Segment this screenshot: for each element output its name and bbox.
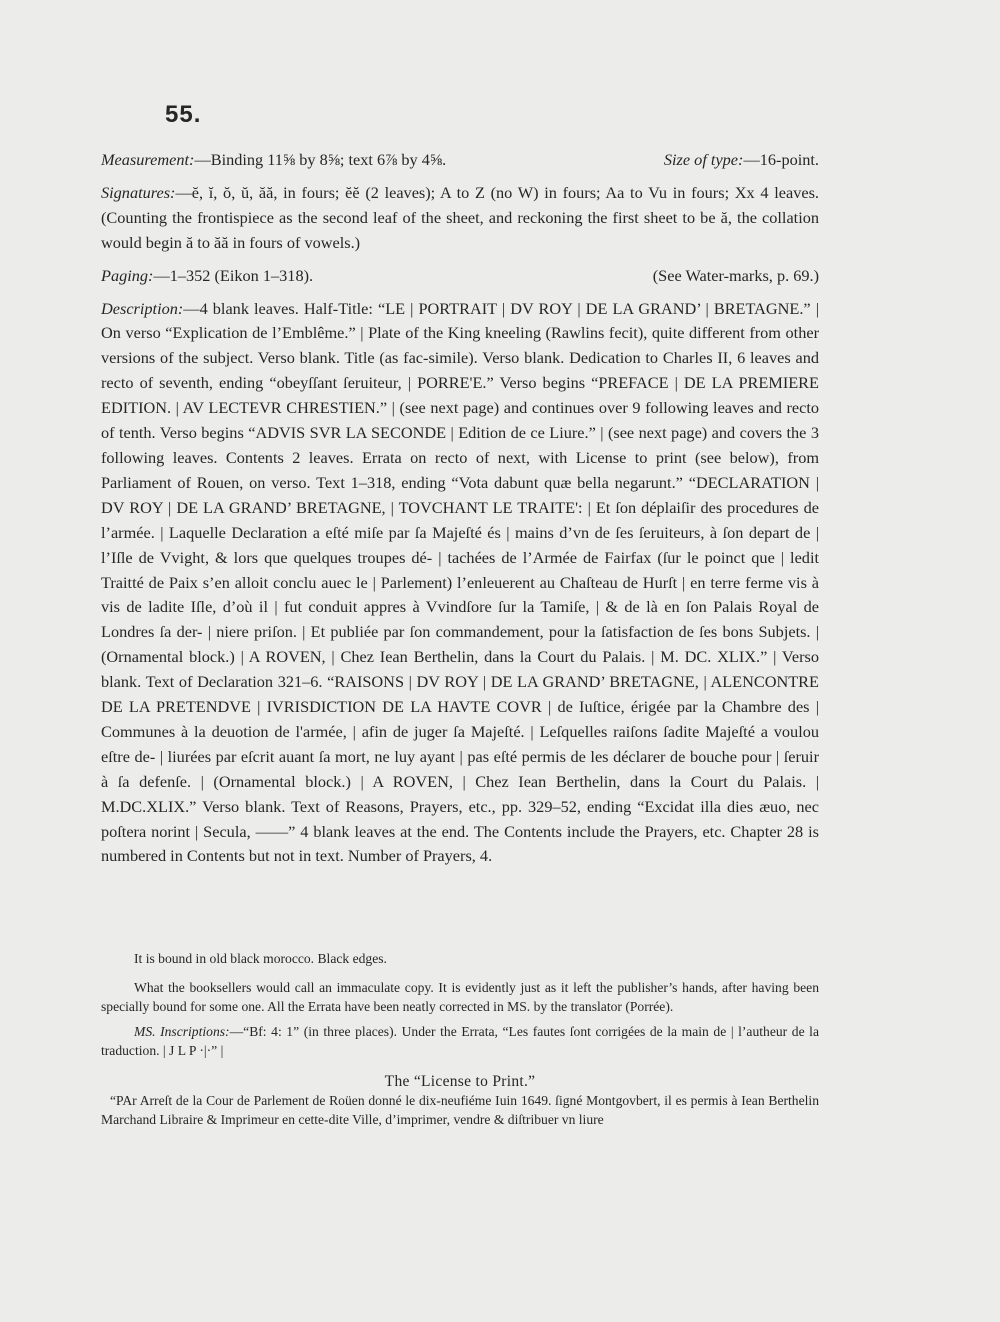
watermark-reference: (See Water-marks, p. 69.) (652, 265, 819, 285)
measurement-field (101, 148, 446, 173)
measurement-line (101, 148, 819, 173)
description-label: Description: (101, 298, 184, 318)
copy-note: What the booksellers would call an immaculate copy. It is evidently just as it left the publisher’s hands, after having been specially bound for some one. All the Errata have been neatly corrected in MS. by the translator (Porrée). (101, 980, 819, 1014)
inscriptions-text: —“Bf: 4: 1” (in three places). Under the Errata, “Les fautes ſont corrigées de la main de | l’autheur de la traduction. | J L P ·|·” | (101, 1024, 819, 1058)
measurement-text: —Binding 11⅝ by 8⅝; text 6⅞ by 4⅝. (194, 150, 447, 169)
description-paragraph (101, 297, 819, 870)
type-size-text: —16-point. (743, 150, 819, 169)
paging-line (101, 264, 819, 289)
type-size-field (664, 148, 819, 173)
collation-entry (101, 148, 819, 869)
inscriptions-note (101, 1022, 819, 1060)
inscriptions-label: MS. Inscriptions: (134, 1024, 230, 1039)
paging-text: —1–352 (Eikon 1–318). (153, 265, 314, 285)
signatures-paragraph (101, 181, 819, 256)
type-size-label: Size of type: (663, 150, 744, 169)
measurement-label: Measurement: (101, 150, 195, 169)
license-text: “PAr Arreſt de la Cour de Parlement de Roüen donné le dix-neufiéme Iuin 1649. ſigné Montgovbert, il es permis à Iean Berthelin Marchand Libraire & Imprimeur en cette-dite Ville, d’imprimer, vendre & diſtribuer vn liure (101, 1093, 819, 1127)
notes-section (101, 949, 819, 1129)
license-heading: The “License to Print.” (384, 1073, 536, 1090)
entry-number: 55. (165, 101, 202, 128)
signatures-label: Signatures: (101, 182, 176, 202)
paging-label: Paging: (101, 265, 154, 285)
signatures-text: —ĕ, ĭ, ŏ, ŭ, ăă, in fours; ĕĕ (2 leaves); A to Z (no W) in fours; Aa to Vu in fours; Xx 4 leaves. (Counting the frontispiece as the second leaf of the sheet, and reckoning the first sheet to be ă, the collation would begin ă to ăă in fours of vowels.) (101, 182, 819, 252)
description-text: —4 blank leaves. Half-Title: “LE | PORTRAIT | DV ROY | DE LA GRAND’ | BRETAGNE.” | On verso “Explication de l’Emblême.” | Plate of the King kneeling (Rawlins fecit), quite different from other versions of the subject. Verso blank. Title (as fac-simile). Verso blank. Dedication to Charles II, 6 leaves and recto of seventh, ending “obeyſſant ſeruiteur, | PORRE'E.” Verso begins “PREFACE | DE LA PREMIERE EDITION. | AV LECTEVR CHRESTIEN.” | (see next page) and continues over 9 following leaves and recto of tenth. Verso begins “ADVIS SVR LA SECONDE | Edition de ce Liure.” | (see next page) and covers the 3 following leaves. Contents 2 leaves. Errata on recto of next, with License to print (see below), from Parliament of Rouen, on verso. Text 1–318, ending “Vota dabunt quæ bella negarunt.” “DECLARATION | DV ROY | DE LA GRAND’ BRETAGNE, | TOVCHANT LE TRAITE': | Et ſon déplaiſir des procedures de l’armée. | Laquelle Declaration a eſté miſe par ſa Majeſté és | mains d’vn de ſes ſeruiteurs, à ſon depart de | l’Iſle de Vvight, & lors que quelques troupes dé- | tachées de l’Armée de Fairfax (ſur le poinct que | ledit Traitté de Paix s’en alloit conclu auec le | Parlement) l’enleuerent au Chaſteau de Hurſt | en terre ferme vis à vis de ladite Iſle, d’où il | fut conduit appres à Vvindſore ſur la Tamiſe, | & de là en ſon Palais Royal de Londres ſa der- | niere priſon. | Et publiée par ſon commandement, pour la ſatisfaction de ſes bons Subjets. | (Ornamental block.) | A ROVEN, | Chez Iean Berthelin, dans la Court du Palais. | M. DC. XLIX.” | Verso blank. Text of Declaration 321–6. “RAISONS | DV ROY | DE LA GRAND’ BRETAGNE, | ALENCONTRE DE LA PRETENDVE | IVRISDICTION DE LA HAVTE COVR | de Iuſtice, érigée par la Chambre des | Communes à la deuotion de l'armée, | afin de juger ſa Majeſté. | Leſquelles raiſons ſadite Majeſté a voulou eſtre de- | liurées par eſcrit auant ſa mort, ne luy ayant | pas eſté permis de les déclarer de bouche pour | ſeruir à ſa defenſe. | (Ornamental block.) | A ROVEN, | Chez Iean Berthelin, dans la Court du Palais. | M.DC.XLIX.” Verso blank. Text of Reasons, Prayers, etc., pp. 329–52, ending “Excidat illa dies æuo, nec poſtera norint | Secula, ——” 4 blank leaves at the end. The Contents include the Prayers, etc. Chapter 28 is numbered in Contents but not in text. Number of Prayers, 4. (101, 298, 819, 866)
binding-note: It is bound in old black morocco. Black edges. (134, 951, 387, 966)
paging-field (101, 264, 313, 289)
